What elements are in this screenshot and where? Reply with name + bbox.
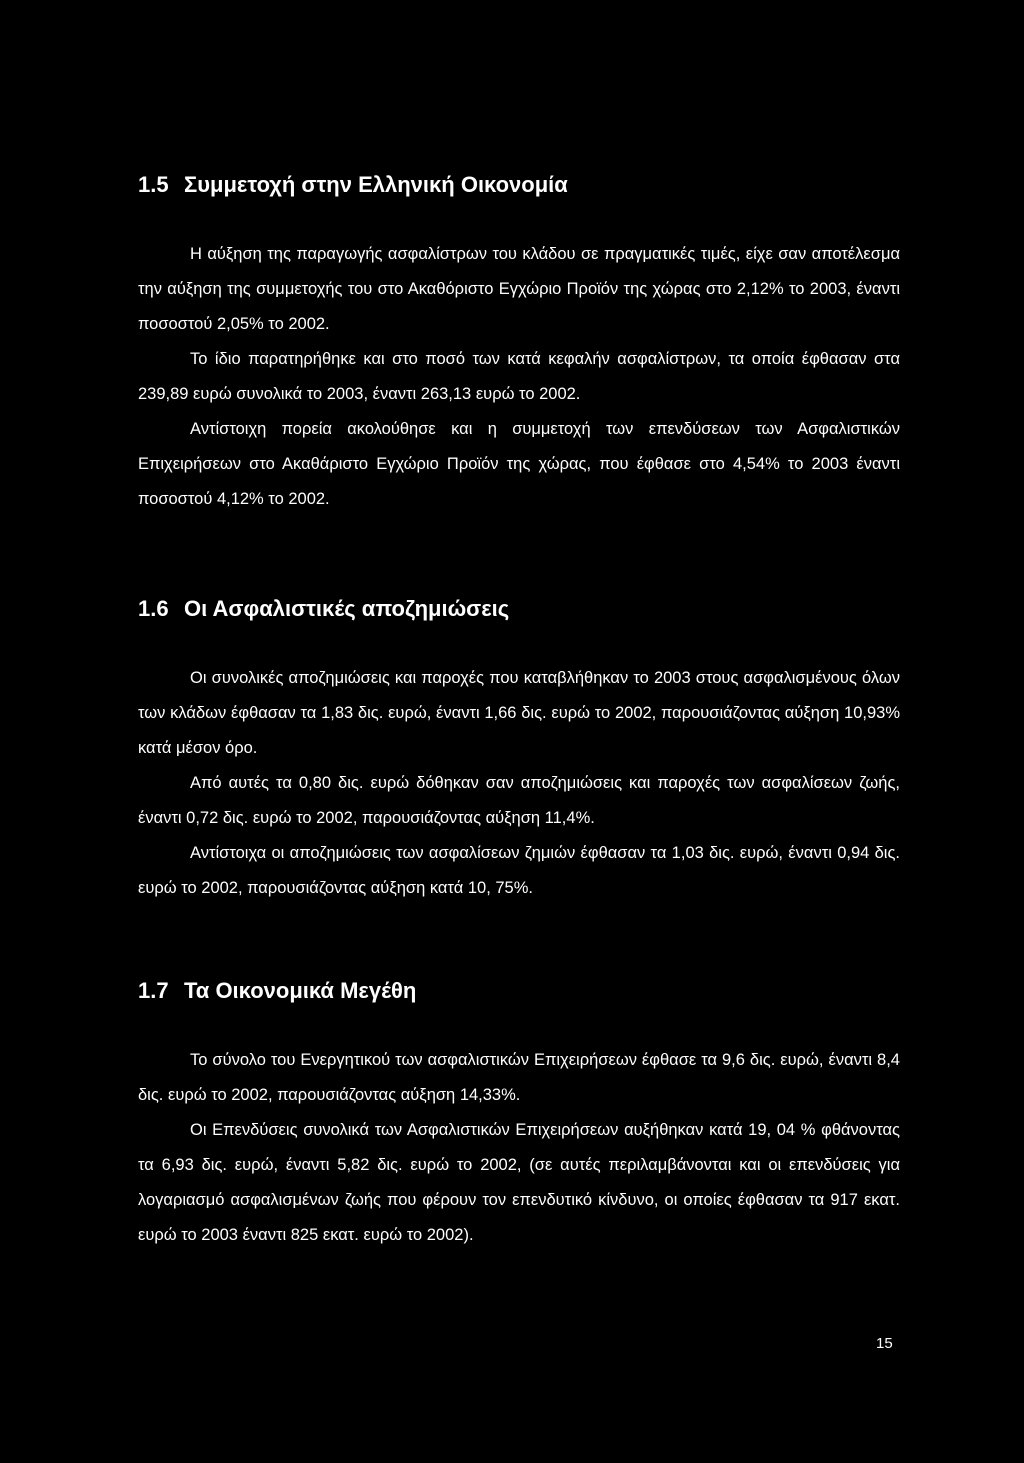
page-number: 15 [876,1335,893,1352]
section-1-5 [138,170,900,517]
paragraph: Το ίδιο παρατηρήθηκε και στο ποσό των κατά κεφαλήν ασφαλίστρων, τα οποία έφθασαν στα 239,89 ευρώ συνολικά το 2003, έναντι 263,13 ευρώ το 2002. [138,350,900,403]
paragraph: Από αυτές τα 0,80 δις. ευρώ δόθηκαν σαν αποζημιώσεις και παροχές των ασφαλίσεων ζωής, έναντι 0,72 δις. ευρώ το 2002, παρουσιάζοντας αύξηση 11,4%. [138,774,900,827]
paragraph: Οι Επενδύσεις συνολικά των Ασφαλιστικών Επιχειρήσεων αυξήθηκαν κατά 19, 04 % φθάνοντας τα 6,93 δις. ευρώ, έναντι 5,82 δις. ευρώ το 2002, (σε αυτές περιλαμβάνονται και οι επενδύσεις για λογαριασμό ασφαλισμένων ζωής που φέρουν τον επενδυτικό κίνδυνο, οι οποίες έφθασαν τα 917 εκατ. ευρώ το 2003 έναντι 825 εκατ. ευρώ το 2002). [138,1121,900,1244]
paragraph: Αντίστοιχα οι αποζημιώσεις των ασφαλίσεων ζημιών έφθασαν τα 1,03 δις. ευρώ, έναντι 0,94 δις. ευρώ το 2002, παρουσιάζοντας αύξηση κατά 10, 75%. [138,844,900,897]
section-title: Συμμετοχή στην Ελληνική Οικονομία [184,172,568,197]
paragraph: Το σύνολο του Ενεργητικού των ασφαλιστικών Επιχειρήσεων έφθασε τα 9,6 δις. ευρώ, έναντι 8,4 δις. ευρώ το 2002, παρουσιάζοντας αύξηση 14,33%. [138,1051,900,1104]
section-number: 1.5 [138,172,169,197]
section-title: Τα Οικονομικά Μεγέθη [184,978,417,1003]
paragraph: Αντίστοιχη πορεία ακολούθησε και η συμμετοχή των επενδύσεων των Ασφαλιστικών Επιχειρήσεων στο Ακαθάριστο Εγχώριο Προϊόν της χώρας, που έφθασε στο 4,54% το 2003 έναντι ποσοστού 4,12% το 2002. [138,420,900,508]
section-title: Οι Ασφαλιστικές αποζημιώσεις [184,596,510,621]
section-heading [138,976,900,1006]
section-1-6 [138,594,900,906]
section-1-7 [138,976,900,1253]
section-number: 1.6 [138,596,169,621]
section-heading [138,170,900,200]
paragraph: Οι συνολικές αποζημιώσεις και παροχές που καταβλήθηκαν το 2003 στους ασφαλισμένους όλων των κλάδων έφθασαν τα 1,83 δις. ευρώ, έναντι 1,66 δις. ευρώ το 2002, παρουσιάζοντας αύξηση 10,93% κατά μέσον όρο. [138,669,900,757]
section-body [138,1043,900,1253]
section-body [138,661,900,906]
section-number: 1.7 [138,978,169,1003]
section-body [138,237,900,517]
paragraph: Η αύξηση της παραγωγής ασφαλίστρων του κλάδου σε πραγματικές τιμές, είχε σαν αποτέλεσμα την αύξηση της συμμετοχής του στο Ακαθόριστο Εγχώριο Προϊόν της χώρας στο 2,12% το 2003, έναντι ποσοστού 2,05% το 2002. [138,245,900,333]
section-heading [138,594,900,624]
